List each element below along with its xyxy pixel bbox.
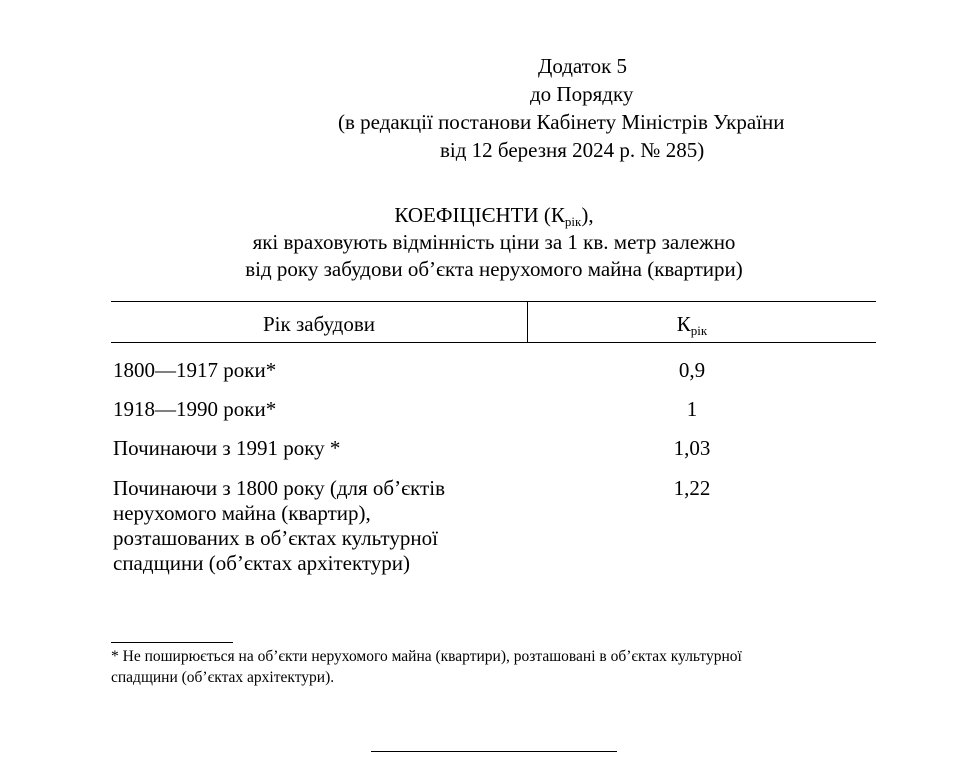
- footnote-line-1: * Не поширюється на об’єкти нерухомого майна (квартири), розташовані в об’єктах культурної: [111, 648, 742, 665]
- footnote: [111, 646, 891, 688]
- table-row: [111, 397, 876, 422]
- appendix-block: [0, 52, 966, 164]
- document-title: [0, 202, 966, 283]
- year-cell-line: Починаючи з 1800 року (для об’єктів: [113, 476, 445, 500]
- year-cell: 1918—1990 роки*: [113, 397, 277, 421]
- footnote-line-2: спадщини (об’єктах архітектури).: [111, 669, 335, 686]
- title-line-3: від року забудови об’єкта нерухомого майна (квартири): [245, 257, 743, 281]
- appendix-resolution-date: від 12 березня 2024 р. № 285): [440, 138, 705, 162]
- header-year: Рік забудови: [111, 302, 528, 342]
- header-k-main: К: [676, 312, 691, 336]
- table-row: [111, 436, 876, 461]
- coefficient-cell: 0,9: [678, 358, 706, 382]
- year-cell-line: нерухомого майна (квартир),: [113, 501, 371, 525]
- header-coefficient: [528, 302, 876, 342]
- end-of-document-rule: [371, 751, 617, 752]
- year-cell-line: розташованих в об’єктах культурної: [113, 526, 438, 550]
- footnote-divider: [111, 642, 233, 643]
- appendix-edition: (в редакції постанови Кабінету Міністрів України: [338, 110, 785, 134]
- coefficients-table: [111, 301, 876, 576]
- coefficient-cell: 1,22: [673, 476, 711, 500]
- coefficient-cell: 1,03: [673, 436, 711, 460]
- table-row: [111, 358, 876, 383]
- year-cell: [111, 476, 528, 576]
- table-row: [111, 476, 876, 576]
- title-after: ),: [581, 203, 594, 227]
- title-line-1: [0, 202, 966, 229]
- title-main: КОЕФІЦІЄНТИ (К: [394, 203, 565, 227]
- year-cell-line: спадщини (об’єктах архітектури): [113, 551, 411, 575]
- coefficient-cell: 1: [686, 397, 698, 421]
- header-k-subscript: рік: [690, 323, 708, 338]
- appendix-to-procedure: до Порядку: [530, 82, 634, 106]
- table-header: [111, 301, 876, 343]
- year-cell: Починаючи з 1991 року *: [113, 436, 341, 460]
- year-cell: 1800—1917 роки*: [113, 358, 277, 382]
- appendix-number: Додаток 5: [538, 54, 628, 78]
- title-subscript: рік: [564, 214, 582, 229]
- title-line-2: які враховують відмінність ціни за 1 кв. метр залежно: [252, 230, 736, 254]
